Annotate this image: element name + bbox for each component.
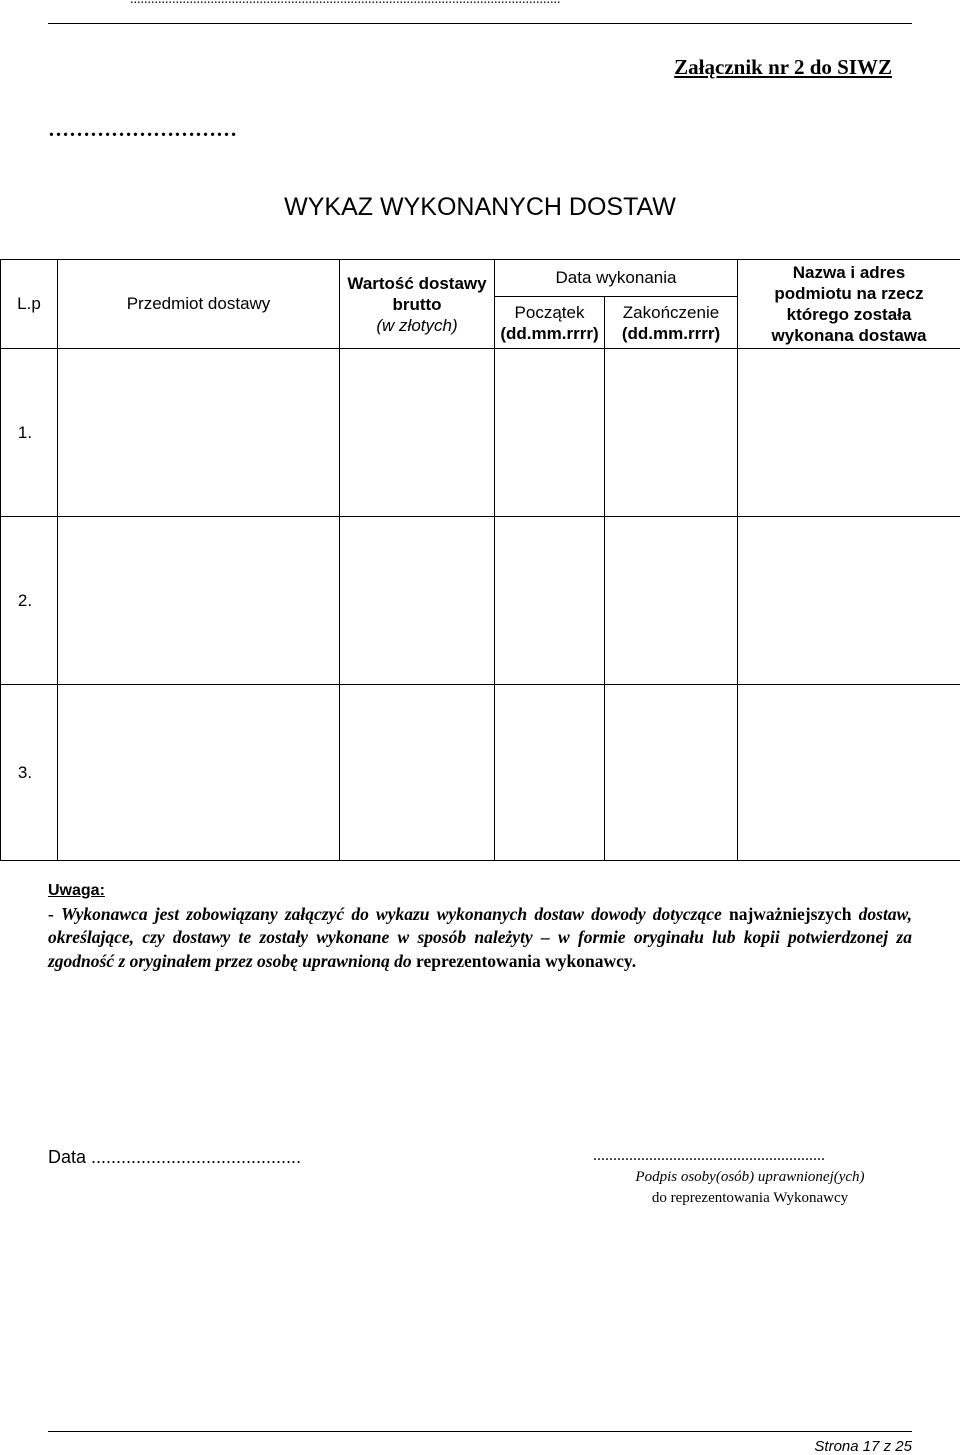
row-subject-cell [58, 685, 340, 861]
header-value-line3: (w złotych) [376, 315, 458, 335]
page-title: WYKAZ WYKONANYCH DOSTAW [284, 193, 676, 221]
deliveries-table [0, 259, 960, 861]
note-label: Uwaga: [48, 882, 105, 899]
header-value-line2: brutto [392, 294, 442, 314]
signature-caption-1: Podpis osoby(osób) uprawnionej(ych) [635, 1169, 865, 1185]
date-field: Data .......................................... [48, 1147, 302, 1167]
note-block [48, 879, 912, 973]
note-text-part1: Wykonawca jest zobowiązany załączyć do wykazu wykonanych dostaw dowody dotyczące [61, 903, 722, 924]
row-value-cell [340, 517, 495, 685]
signature-caption-2: do reprezentowania Wykonawcy [651, 1190, 849, 1206]
header-start-line1: Początek [514, 302, 585, 322]
footer-rule [48, 1431, 912, 1432]
row-lp: 2. [1, 517, 58, 685]
header-end-line1: Zakończenie [622, 302, 720, 322]
note-text-part3: dostaw, określające, czy dostawy te zostały wykonane w sposób należyty – w formie oryginału lub kopii potwierdzonej za zgodność z oryginałem przez osobę uprawnioną do [48, 903, 912, 971]
header-end [605, 297, 738, 349]
row-start-cell [495, 685, 605, 861]
signature-dots: .......................................................... [593, 1147, 825, 1164]
row-lp: 1. [1, 349, 58, 517]
header-subject: Przedmiot dostawy [58, 260, 340, 349]
row-subject-cell [58, 517, 340, 685]
row-start-cell [495, 349, 605, 517]
row-party-cell [738, 349, 960, 517]
top-dots [130, 0, 561, 8]
header-start [495, 297, 605, 349]
header-rule [48, 23, 912, 24]
header-dates: Data wykonania [495, 260, 738, 297]
header-party [738, 260, 960, 349]
header-lp: L.p [1, 260, 58, 349]
header-party-line2: podmiotu na rzecz [774, 284, 924, 303]
row-lp: 3. [1, 685, 58, 861]
header-end-line2: (dd.mm.rrrr) [621, 323, 721, 343]
note-dash: - [48, 903, 62, 924]
note-text-part2: najważniejszych [728, 903, 852, 924]
row-end-cell [605, 517, 738, 685]
row-subject-cell [58, 349, 340, 517]
header-start-line2: (dd.mm.rrrr) [500, 323, 599, 343]
header-value [340, 260, 495, 349]
table-header-row-1 [1, 260, 960, 297]
row-end-cell [605, 685, 738, 861]
table-row [1, 517, 960, 685]
row-start-cell [495, 517, 605, 685]
row-party-cell [738, 685, 960, 861]
header-value-line1: Wartość dostawy [347, 273, 487, 293]
annex-label: Załącznik nr 2 do SIWZ [674, 55, 892, 79]
page-number: Strona 17 z 25 [814, 1438, 912, 1455]
row-end-cell [605, 349, 738, 517]
header-party-line3: którego została [786, 305, 912, 324]
note-text [48, 903, 912, 974]
header-party-line1: Nazwa i adres [792, 263, 906, 282]
row-party-cell [738, 517, 960, 685]
table-row [1, 685, 960, 861]
table-row [1, 349, 960, 517]
place-date-dots: ……………………… [48, 117, 237, 141]
header-party-line4: wykonana dostawa [771, 326, 927, 345]
row-value-cell [340, 349, 495, 517]
note-text-part4: reprezentowania wykonawcy. [416, 950, 637, 971]
row-value-cell [340, 685, 495, 861]
